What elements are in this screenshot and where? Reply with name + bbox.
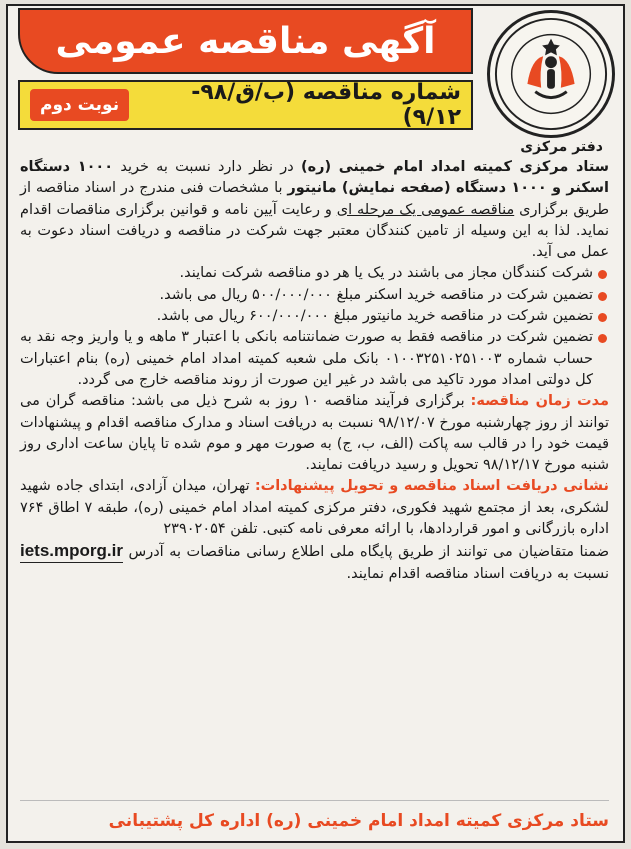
duration-paragraph — [20, 391, 609, 476]
intro-text-3: و رعایت آیین نامه و قوانین برگزاری مناقصات اقدام نماید. لذا به این وسیله از تامین کنندگان معتبر جهت شرکت در مناقصه و دریافت اسناد دعوت به عمل می آید. — [20, 201, 609, 261]
list-item: شرکت کنندگان مجاز می باشند در یک یا هر دو مناقصه شرکت نمایند. — [20, 263, 609, 284]
organization-name: ستاد مرکزی کمیته امداد امام خمینی (ره) — [300, 159, 610, 175]
address-paragraph — [20, 476, 609, 540]
duration-label: مدت زمان مناقصه: — [470, 393, 609, 410]
footer-signature: ستاد مرکزی کمیته امداد امام خمینی (ره) اداره کل پشتیبانی — [108, 811, 609, 831]
tender-number-bar — [18, 80, 473, 130]
relief-committee-logo — [487, 10, 615, 138]
ad-body — [20, 157, 609, 585]
duration-text: برگزاری فرآیند مناقصه ۱۰ روز به شرح ذیل می باشد: مناقصه گران می توانند از روز چهارشنبه مورخ ۹۸/۱۲/۰۷ نسبت به دریافت اسناد و مدارک مناقصه اقدام و پیشنهادات قیمت خود را در قالب سه پاکت (الف، ب، ج) به صورت مهر و موم شده تا پایان ساعت اداری روز شنبه مورخ ۹۸/۱۲/۱۷ تحویل و رسید دریافت نمایند. — [20, 393, 609, 474]
notice-end: نسبت به دریافت اسناد مناقصه اقدام نمایند. — [346, 565, 609, 582]
advertisement-page — [6, 4, 625, 843]
address-text: تهران، میدان آزادی، ابتدای جاده شهید لشکری، بعد از مجتمع شهید فکوری، دفتر مرکزی کمیته امداد امام خمینی (ره)، طبقه ۷ اطاق ۷۶۴ اداره بازرگانی و امور قراردادها، با ارائه معرفی نامه کتبی. تلفن ۲۳۹۰۲۰۵۴ — [20, 478, 609, 538]
notice-paragraph — [20, 540, 609, 585]
tender-type: مناقصه عمومی یک مرحله ای — [336, 201, 515, 218]
purchase-items: ۱۰۰۰ دستگاه اسکنر و ۱۰۰۰ دستگاه (صفحه نمایش) مانیتور — [20, 159, 609, 197]
tender-number: شماره مناقصه (ب/ق/۹۸- ۹/۱۲) — [191, 80, 461, 130]
round-badge: نوبت دوم — [30, 89, 129, 121]
footer-divider — [20, 800, 609, 801]
tender-portal-link[interactable]: iets.mporg.ir — [20, 540, 123, 562]
ad-title-banner — [18, 8, 473, 74]
notice-text: ضمنا متقاضیان می توانند از طریق پایگاه ملی اطلاع رسانی مناقصات به آدرس — [122, 544, 609, 561]
list-item: تضمین شرکت در مناقصه فقط به صورت ضمانتنامه بانکی با اعتبار ۳ ماهه و یا واریز وجه نقد به حساب شماره ۰۱۰۰۳۲۵۱۰۲۵۱۰۰۳ بانک ملی شعبه کمیته امداد امام خمینی (ره) بنام اعتبارات کل دولتی امداد مورد تاکید می باشد در غیر این صورت از روند مناقصه خارج می گردد. — [20, 327, 609, 391]
ad-title: آگهی مناقصه عمومی — [55, 20, 436, 62]
list-item: تضمین شرکت در مناقصه خرید اسکنر مبلغ ۵۰۰/۰۰۰/۰۰۰ ریال می باشد. — [20, 285, 609, 306]
conditions-list — [20, 263, 609, 391]
address-label: نشانی دریافت اسناد مناقصه و تحویل پیشنهادات: — [254, 478, 609, 495]
list-item: تضمین شرکت در مناقصه خرید مانیتور مبلغ ۶۰۰/۰۰۰/۰۰۰ ریال می باشد. — [20, 306, 609, 327]
office-label: دفتر مرکزی — [520, 139, 603, 155]
intro-text-1: در نظر دارد نسبت به خرید — [120, 159, 301, 175]
intro-text-2: با مشخصات فنی مندرج در اسناد مناقصه از طریق برگزاری — [20, 180, 609, 218]
imam-khomeini-relief-committee-logo-icon — [492, 15, 610, 133]
intro-paragraph — [20, 157, 609, 263]
